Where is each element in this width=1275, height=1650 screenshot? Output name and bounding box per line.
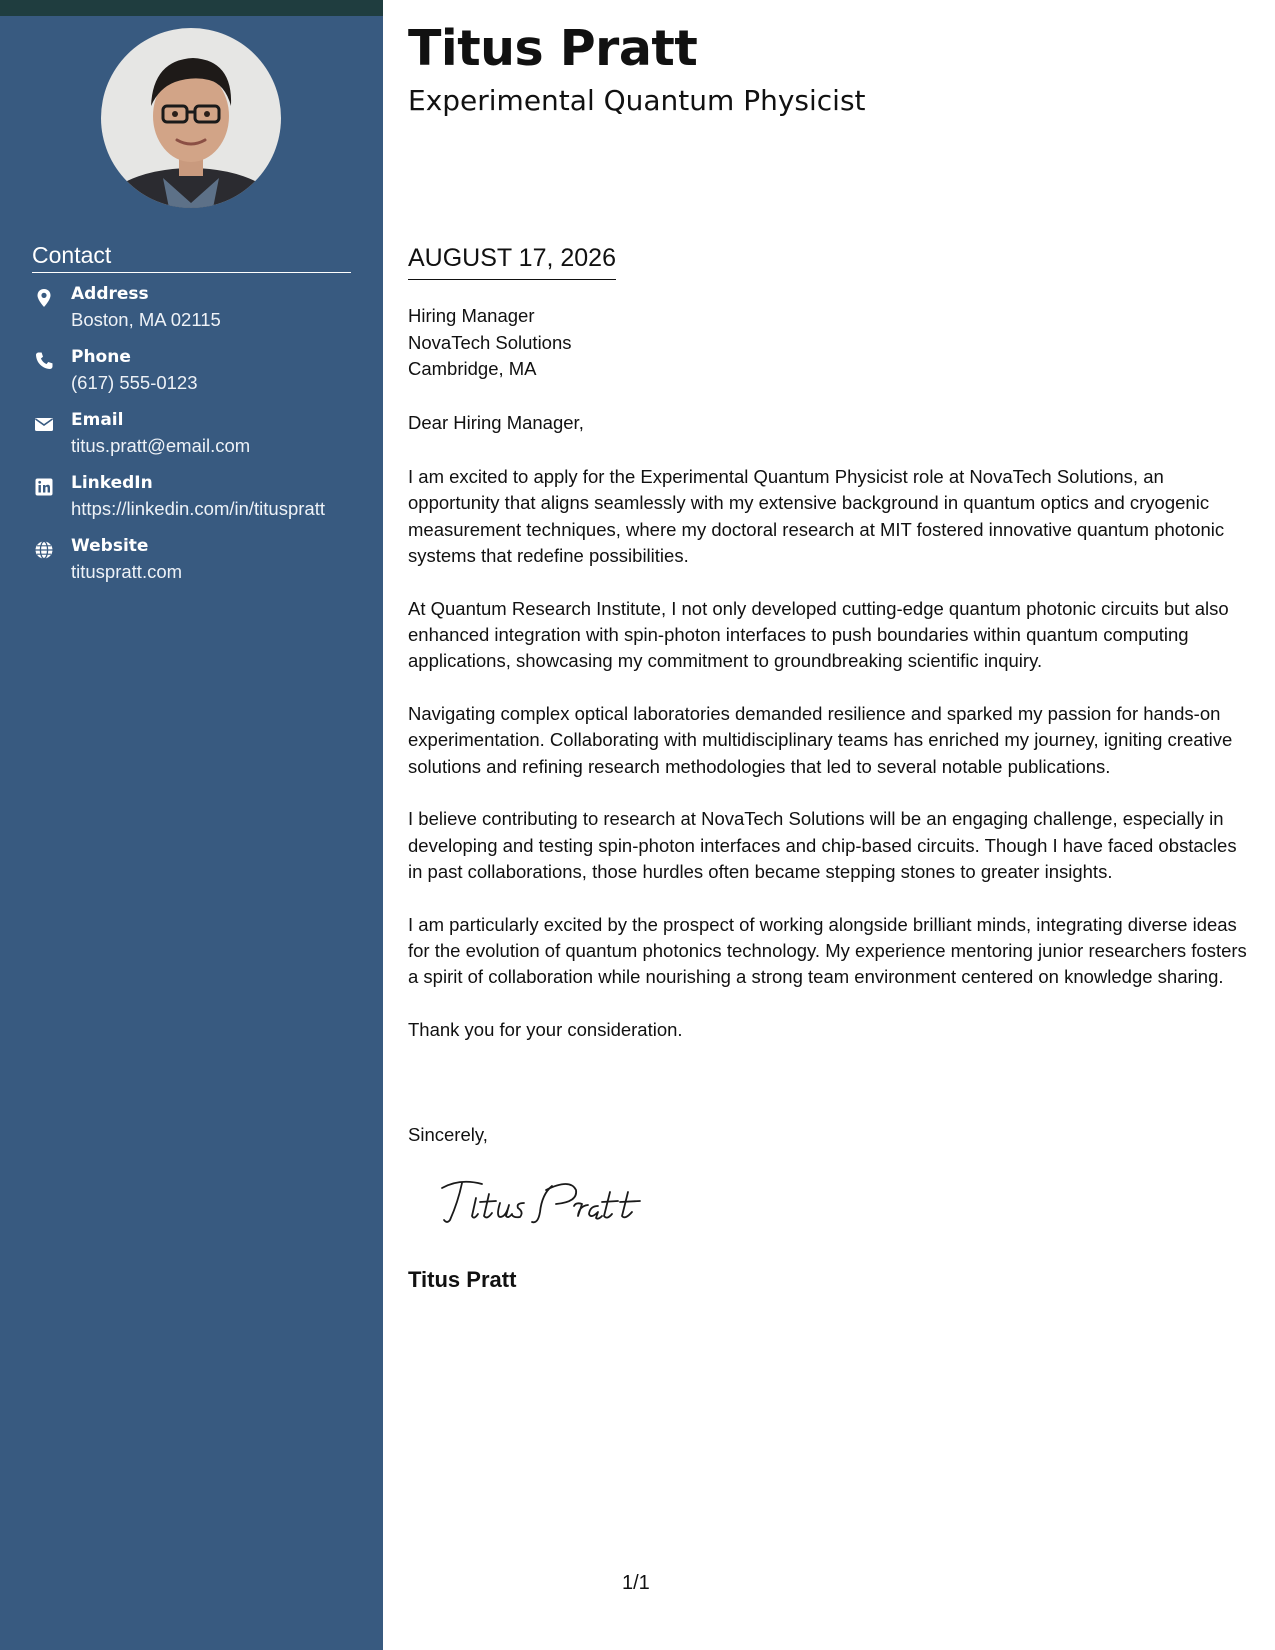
address-value: Boston, MA 02115	[71, 309, 221, 330]
contact-list	[32, 284, 372, 599]
letter-date: AUGUST 17, 2026	[408, 244, 616, 280]
applicant-name: Titus Pratt	[408, 20, 698, 77]
contact-heading: Contact	[32, 242, 351, 273]
profile-photo	[101, 28, 281, 208]
email-icon	[34, 414, 54, 434]
phone-icon	[34, 351, 54, 371]
recipient-block	[408, 303, 572, 383]
phone-value: (617) 555-0123	[71, 372, 198, 393]
globe-icon	[34, 540, 54, 560]
recipient-line: Hiring Manager	[408, 305, 535, 326]
contact-label: Phone	[71, 347, 131, 367]
contact-label: Website	[71, 536, 149, 556]
closing: Sincerely,	[408, 1124, 488, 1145]
contact-label: Address	[71, 284, 149, 304]
handwritten-signature	[436, 1172, 656, 1232]
sidebar	[0, 16, 383, 1650]
sidebar-top-band	[0, 0, 383, 16]
body-paragraph: Navigating complex optical laboratories demanded resilience and sparked my passion for hands-on experimentation. Collaborating with multidisciplinary teams has enriched my journey, igniting creative solutions and refining research methodologies that led to several notable publications.	[408, 703, 1233, 777]
contact-item-address	[32, 284, 372, 347]
email-value[interactable]: titus.pratt@email.com	[71, 435, 251, 456]
contact-item-email	[32, 410, 372, 473]
salutation: Dear Hiring Manager,	[408, 412, 584, 433]
body-paragraph: At Quantum Research Institute, I not only developed cutting-edge quantum photonic circuits but also enhanced integration with spin-photon interfaces to push boundaries within quantum computing applications, showcasing my commitment to groundbreaking scientific inquiry.	[408, 597, 1229, 672]
contact-item-linkedin	[32, 473, 372, 536]
contact-item-phone	[32, 347, 372, 410]
body-paragraph: I am excited to apply for the Experimental Quantum Physicist role at NovaTech Solutions, an opportunity that aligns seamlessly with my extensive background in quantum optics and cryogenic measurement techniques, where my doctoral research at MIT fostered innovative quantum photonic systems that redefine possibilities.	[408, 466, 1225, 566]
letter-body	[408, 464, 1248, 1070]
body-paragraph: Thank you for your consideration.	[408, 1019, 683, 1041]
body-paragraph: I am particularly excited by the prospect of working alongside brilliant minds, integrating diverse ideas for the evolution of quantum photonics technology. My experience mentoring junior researchers fosters a spirit of collaboration while nourishing a strong team environment centered on knowledge sharing.	[408, 913, 1247, 988]
recipient-line: NovaTech Solutions	[408, 331, 572, 353]
applicant-title: Experimental Quantum Physicist	[408, 84, 866, 117]
linkedin-icon	[34, 477, 54, 497]
linkedin-value[interactable]: https://linkedin.com/in/tituspratt	[71, 498, 325, 519]
contact-item-website	[32, 536, 372, 599]
contact-label: Email	[71, 410, 124, 430]
signer-name: Titus Pratt	[408, 1267, 517, 1292]
website-value[interactable]: tituspratt.com	[71, 561, 183, 582]
page-number: 1/1	[622, 1572, 650, 1594]
recipient-line: Cambridge, MA	[408, 358, 537, 379]
body-paragraph: I believe contributing to research at NovaTech Solutions will be an engaging challenge, especially in developing and testing spin-photon interfaces and chip-based circuits. Though I have faced obstacles in past collaborations, those hurdles often became stepping stones to greater insights.	[408, 808, 1237, 883]
contact-label: LinkedIn	[71, 473, 153, 493]
location-pin-icon	[34, 288, 54, 308]
